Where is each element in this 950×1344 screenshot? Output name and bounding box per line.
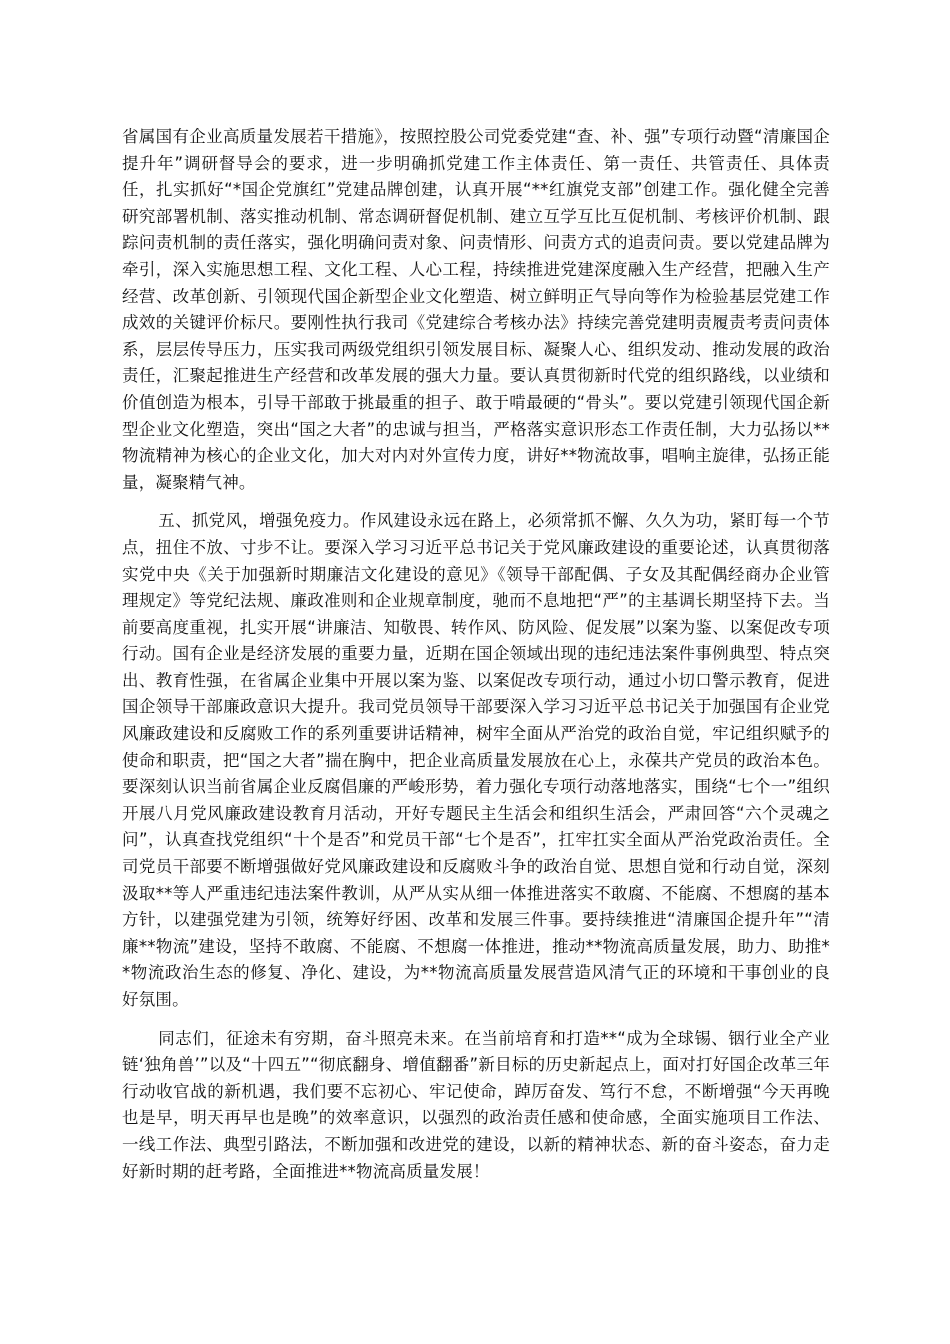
paragraph-party-style: 五、抓党风，增强免疫力。作风建设永远在路上，必须常抓不懈、久久为功，紧盯每一个节点，扭住不放、寸步不让。要深入学习习近平总书记关于党风廉政建设的重要论述，认真贯彻落实党中央《关于加强新时期廉洁文化建设的意见》《领导干部配偶、子女及其配偶经商办企业管理规定》等党纪法规、廉政准则和企业规章制度，驰而不息地把“严”的主基调长期坚持下去。当前要高度重视，扎实开展“讲廉洁、知敬畏、转作风、防风险、促发展”以案为鉴、以案促改专项行动。国有企业是经济发展的重要力量，近期在国企领域出现的违纪违法案件事例典型、特点突出、教育性强，在省属企业集中开展以案为鉴、以案促改专项行动，通过小切口警示教育，促进国企领导干部廉政意识大提升。我司党员领导干部要深入学习习近平总书记关于加强国有企业党风廉政建设和反腐败工作的系列重要讲话精神，树牢全面从严治党的政治自觉，牢记组织赋予的使命和职责，把“国之大者”揣在胸中，把企业高质量发展放在心上，永葆共产党员的政治本色。要深刻认识当前省属企业反腐倡廉的严峻形势，着力强化专项行动落地落实，围绕“七个一”组织开展八月党风廉政建设教育月活动，开好专题民主生活会和组织生活会，严肃回答“六个灵魂之问”，认真查找党组织“十个是否”和党员干部“七个是否”，扛牢扛实全面从严治党政治责任。全司党员干部要不断增强做好党风廉政建设和反腐败斗争的政治自觉、思想自觉和行动自觉，深刻汲取**等人严重违纪违法案件教训，从严从实从细一体推进落实不敢腐、不能腐、不想腐的基本方针，以建强党建为引领，统筹好纾困、改革和发展三件事。要持续推进“清廉国企提升年”“清廉**物流”建设，坚持不敢腐、不能腐、不想腐一体推进，推动**物流高质量发展，助力、助推**物流政治生态的修复、净化、建设，为**物流高质量发展营造风清气正的环境和干事创业的良好氛围。 — [122, 511, 830, 1009]
document-body — [122, 124, 830, 1185]
paragraph-party-building-continuation: 省属国有企业高质量发展若干措施》，按照控股公司党委党建“查、补、强”专项行动暨“清廉国企提升年”调研督导会的要求，进一步明确抓党建工作主体责任、第一责任、共管责任、具体责任，扎实抓好“*国企党旗红”党建品牌创建，认真开展“**红旗党支部”创建工作。强化健全完善研究部署机制、落实推动机制、常态调研督促机制、建立互学互比互促机制、考核评价机制、跟踪问责机制的责任落实，强化明确问责对象、问责情形、问责方式的追责问责。要以党建品牌为牵引，深入实施思想工程、文化工程、人心工程，持续推进党建深度融入生产经营，把融入生产经营、改革创新、引领现代国企新型企业文化塑造、树立鲜明正气导向等作为检验基层党建工作成效的关键评价标尺。要刚性执行我司《党建综合考核办法》持续完善党建明责履责考责问责体系，层层传导压力，压实我司两级党组织引领发展目标、凝聚人心、组织发动、推动发展的政治责任，汇聚起推进生产经营和改革发展的强大力量。要认真贯彻新时代党的组织路线，以业绩和价值创造为根本，引导干部敢于挑最重的担子、敢于啃最硬的“骨头”。要以党建引领现代国企新型企业文化塑造，突出“国之大者”的忠诚与担当，严格落实意识形态工作责任制，大力弘扬以**物流精神为核心的企业文化，加大对内对外宣传力度，讲好**物流故事，唱响主旋律，弘扬正能量，凝聚精气神。 — [122, 127, 830, 492]
paragraph-closing: 同志们，征途未有穷期，奋斗照亮未来。在当前培育和打造**“成为全球锡、铟行业全产业链‘独角兽’”以及“十四五”“彻底翻身、增值翻番”新目标的历史新起点上，面对打好国企改革三年行动收官战的新机遇，我们要不忘初心、牢记使命，踔厉奋发、笃行不怠，不断增强“今天再晚也是早，明天再早也是晚”的效率意识，以强烈的政治责任感和使命感，全面实施项目工作法、一线工作法、典型引路法，不断加强和改进党的建设，以新的精神状态、新的奋斗姿态，奋力走好新时期的赶考路，全面推进**物流高质量发展！ — [122, 1028, 830, 1181]
